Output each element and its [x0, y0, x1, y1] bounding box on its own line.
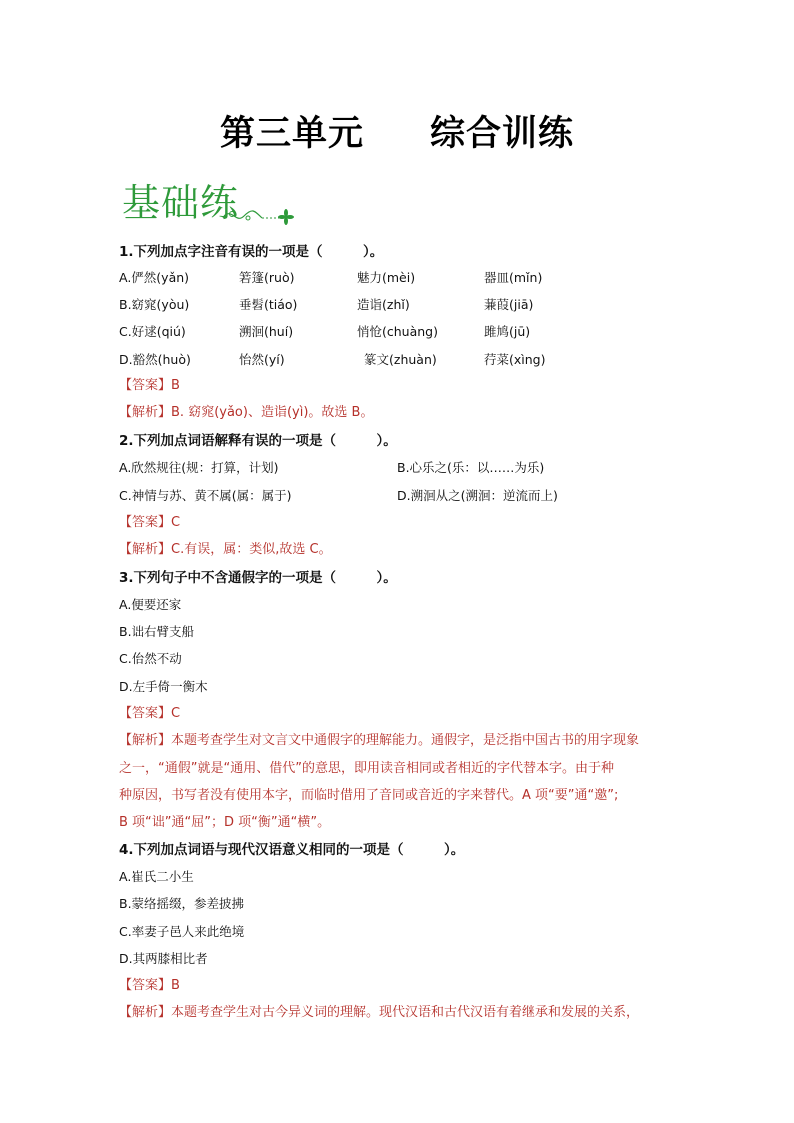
q3-option: D.左手倚一衡木 — [119, 679, 208, 694]
explain-text: C.有误，属：类似,故选 C。 — [171, 542, 332, 557]
q1-option-cell: 篆文(zhuàn) — [364, 352, 437, 367]
q1-option-cell: 溯洄(huí) — [239, 324, 294, 339]
q1-option-cell: 垂髫(tiáo) — [239, 297, 298, 312]
q4-option: C.率妻子邑人来此绝境 — [119, 924, 245, 939]
vine-decoration-icon — [222, 206, 302, 226]
q2-option: D.溯洄从之(溯洄：逆流而上) — [397, 488, 558, 503]
q1-option-cell: C.好逑(qiú) — [119, 324, 186, 339]
title-name: 综合训练 — [430, 114, 575, 154]
q3-explanation-line: B 项“诎”通“屈”；D 项“衡”通“横”。 — [119, 815, 331, 830]
answer-tag: 【答案】 — [119, 515, 172, 530]
answer-tag: 【答案】 — [119, 978, 172, 993]
q1-explanation — [119, 403, 373, 423]
q3-option: B.诎右臂支船 — [119, 624, 195, 639]
answer-value: B — [171, 978, 180, 993]
answer-tag: 【答案】 — [119, 706, 172, 721]
q4-explanation — [119, 1003, 679, 1023]
q1-option-cell: B.窈窕(yòu) — [119, 297, 190, 312]
q4-option: D.其两膝相比者 — [119, 951, 208, 966]
q1-option-cell: 蒹葭(jiā) — [484, 297, 534, 312]
q3-option: A.便要还家 — [119, 597, 182, 612]
explain-text: B. 窈窕(yǎo)、造诣(yì)。故选 B。 — [171, 405, 374, 420]
question-1-stem: 1.下列加点字注音有误的一项是（ ）。 — [119, 244, 384, 260]
q1-option-cell: 悄怆(chuàng) — [357, 324, 438, 339]
explain-text: 本题考查学生对古今异义词的理解。现代汉语和古代汉语有着继承和发展的关系， — [171, 1005, 640, 1020]
answer-tag: 【答案】 — [119, 378, 172, 393]
q4-option: B.蒙络摇缀，参差披拂 — [119, 896, 245, 911]
q2-option: C.神情与苏、黄不属(属：属于) — [119, 488, 292, 503]
q1-option-cell: 箬篷(ruò) — [239, 270, 295, 285]
q2-option: B.心乐之(乐：以……为乐) — [397, 460, 545, 475]
q3-answer — [119, 704, 180, 724]
q3-option: C.佁然不动 — [119, 651, 182, 666]
answer-value: C — [171, 706, 181, 721]
q1-option-cell: 荇菜(xìng) — [484, 352, 546, 367]
question-3-stem: 3.下列句子中不含通假字的一项是（ ）。 — [119, 570, 397, 586]
q1-option-cell: 雎鸠(jū) — [484, 324, 531, 339]
q1-option-cell: D.豁然(huò) — [119, 352, 191, 367]
title-unit: 第三单元 — [219, 114, 364, 154]
q1-option-cell: 器皿(mǐn) — [484, 270, 543, 285]
answer-value: B — [171, 378, 180, 393]
explain-text: 本题考查学生对文言文中通假字的理解能力。通假字，是泛指中国古书的用字现象 — [171, 733, 640, 748]
section-label: 基础练 — [122, 181, 240, 225]
q1-option-cell: 魅力(mèi) — [357, 270, 416, 285]
page-title — [0, 106, 794, 156]
q2-option: A.欣然规往(规：打算，计划) — [119, 460, 279, 475]
q4-option: A.崔氏二小生 — [119, 869, 194, 884]
q4-answer — [119, 976, 180, 996]
q3-explanation-line: 之一，“通假”就是“通用、借代”的意思，即用读音相同或者相近的字代替本字。由于种 — [119, 761, 614, 776]
q1-option-cell: A.俨然(yǎn) — [119, 270, 190, 285]
question-4-stem: 4.下列加点词语与现代汉语意义相同的一项是（ ）。 — [119, 842, 465, 858]
explain-tag: 【解析】 — [119, 542, 172, 557]
q2-answer — [119, 513, 180, 533]
q3-explanation-line — [119, 731, 679, 751]
question-2-stem: 2.下列加点词语解释有误的一项是（ ）。 — [119, 433, 397, 449]
answer-value: C — [171, 515, 181, 530]
q1-option-cell: 怡然(yí) — [239, 352, 285, 367]
explain-tag: 【解析】 — [119, 1005, 172, 1020]
section-logo — [122, 172, 292, 232]
q1-option-cell: 造诣(zhǐ) — [357, 297, 410, 312]
q3-explanation-line: 种原因，书写者没有使用本字，而临时借用了音同或音近的字来替代。A 项“要”通“邀”; — [119, 788, 619, 803]
q1-answer — [119, 376, 180, 396]
q2-explanation — [119, 540, 332, 560]
explain-tag: 【解析】 — [119, 733, 172, 748]
explain-tag: 【解析】 — [119, 405, 172, 420]
